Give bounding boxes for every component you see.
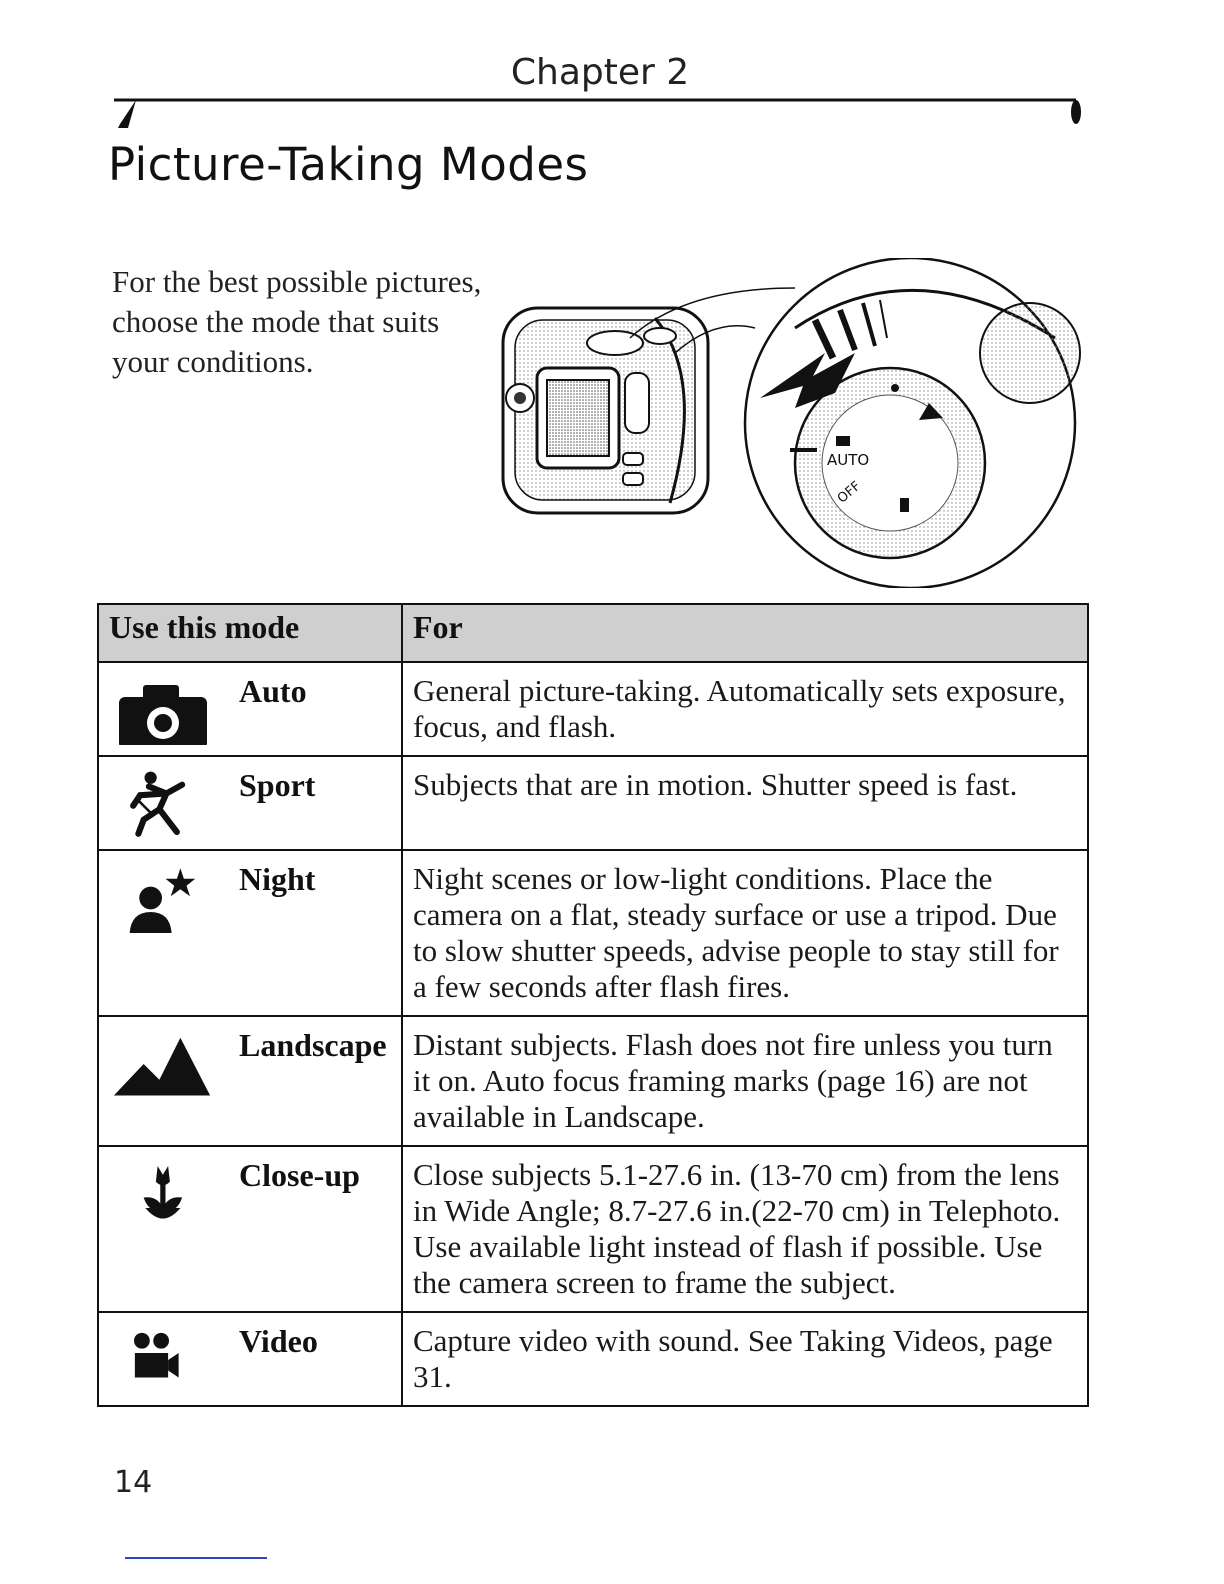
footer-divider — [125, 1557, 267, 1559]
camera-body — [503, 308, 708, 513]
header-for: For — [402, 604, 1088, 662]
page-title: Picture-Taking Modes — [108, 138, 589, 191]
mode-description: Distant subjects. Flash does not fire unless you turn it on. Auto focus framing marks (page 16) are not available in Landscape. — [402, 1016, 1088, 1146]
table-row — [98, 662, 1088, 756]
camera-icon — [107, 675, 217, 745]
page-number: 14 — [114, 1465, 153, 1500]
mode-name: Auto — [239, 673, 307, 709]
mode-name: Video — [239, 1323, 318, 1359]
mountain-icon — [107, 1029, 217, 1099]
mode-name: Sport — [239, 767, 316, 803]
mode-description: Close subjects 5.1-27.6 in. (13-70 cm) from the lens in Wide Angle; 8.7-27.6 in.(22-70 cm) in Telephoto. Use available light instead of flash if possible. Use the camera screen to frame the subject. — [402, 1146, 1088, 1312]
mode-cell — [98, 1146, 402, 1312]
chapter-label: Chapter 2 — [510, 52, 690, 93]
chapter-header — [110, 50, 1090, 130]
dial-off-label: OFF — [834, 478, 864, 507]
mode-cell — [98, 1016, 402, 1146]
video-camera-icon — [107, 1325, 217, 1395]
table-row — [98, 1016, 1088, 1146]
table-row — [98, 1312, 1088, 1406]
flower-icon — [107, 1159, 217, 1229]
mode-dial-closeup — [745, 258, 1080, 588]
camera-dial-illustration — [495, 258, 1085, 588]
table-row — [98, 756, 1088, 850]
table-row — [98, 1146, 1088, 1312]
dial-auto-label: AUTO — [827, 451, 870, 469]
modes-table — [97, 603, 1089, 1407]
mode-cell — [98, 850, 402, 1016]
mode-description: Subjects that are in motion. Shutter speed is fast. — [402, 756, 1088, 850]
mode-description: Night scenes or low-light conditions. Place the camera on a flat, steady surface or use a tripod. Due to slow shutter speeds, advise people to stay still for a few seconds after flash fires. — [402, 850, 1088, 1016]
header-use-this-mode: Use this mode — [98, 604, 402, 662]
intro-text: For the best possible pictures, choose the mode that suits your conditions. — [112, 264, 482, 379]
mode-name: Night — [239, 861, 316, 897]
mode-cell — [98, 756, 402, 850]
mode-cell — [98, 1312, 402, 1406]
table-header-row — [98, 604, 1088, 662]
running-person-icon — [107, 769, 217, 839]
person-star-icon — [107, 863, 217, 933]
table-row — [98, 850, 1088, 1016]
mode-name: Close-up — [239, 1157, 360, 1193]
header-rule — [110, 98, 1090, 128]
mode-cell — [98, 662, 402, 756]
mode-name: Landscape — [239, 1027, 387, 1063]
mode-description: General picture-taking. Automatically sets exposure, focus, and flash. — [402, 662, 1088, 756]
mode-description: Capture video with sound. See Taking Videos, page 31. — [402, 1312, 1088, 1406]
